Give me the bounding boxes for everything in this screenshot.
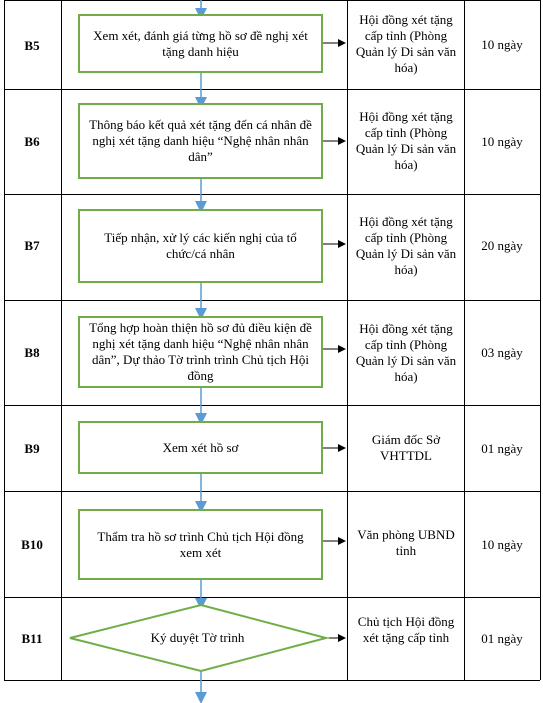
activity-box: Thông báo kết quả xét tặng đến cá nhân đề nghị xét tặng danh hiệu “Nghệ nhân nhân dân” [78,103,323,179]
step-label: B9 [24,441,40,456]
duration: 10 ngày [481,537,523,552]
responsible-unit: Hội đồng xét tặng cấp tỉnh (Phòng Quản lý Di sản văn hóa) [355,214,457,277]
step-label: B11 [21,631,43,646]
duration: 10 ngày [481,37,523,52]
responsible-unit: Hội đồng xét tặng cấp tỉnh (Phòng Quản lý Di sản văn hóa) [355,109,457,172]
decision-label: Ký duyệt Tờ trình [150,630,245,645]
activity-box: Tổng hợp hoàn thiện hồ sơ đủ điều kiện đề nghị xét tặng danh hiệu “Nghệ nhân nhân dân”, Dự thảo Tờ trình trình Chủ tịch Hội đồng [78,316,323,388]
step-label: B7 [24,238,40,253]
activity-box: Thẩm tra hồ sơ trình Chủ tịch Hội đồng xem xét [78,509,323,580]
duration: 01 ngày [481,631,523,646]
responsible-unit: Giám đốc Sở VHTTDL [371,432,441,463]
duration: 20 ngày [481,238,523,253]
step-label: B8 [24,345,40,360]
activity-box: Xem xét hồ sơ [78,421,323,474]
duration: 03 ngày [481,345,523,360]
duration: 01 ngày [481,441,523,456]
responsible-unit: Chủ tịch Hội đồng xét tặng cấp tỉnh [357,614,455,645]
activity-box: Xem xét, đánh giá từng hồ sơ đề nghị xét tặng danh hiệu [78,14,323,73]
step-label: B5 [24,38,40,53]
responsible-unit: Văn phòng UBND tỉnh [357,527,455,558]
responsible-unit: Hội đồng xét tặng cấp tỉnh (Phòng Quản lý Di sản văn hóa) [355,12,457,75]
responsible-unit: Hội đồng xét tặng cấp tỉnh (Phòng Quản lý Di sản văn hóa) [355,321,457,384]
step-label: B10 [21,537,43,552]
step-label: B6 [24,134,40,149]
duration: 10 ngày [481,134,523,149]
activity-box: Tiếp nhận, xử lý các kiến nghị của tổ chức/cá nhân [78,209,323,283]
